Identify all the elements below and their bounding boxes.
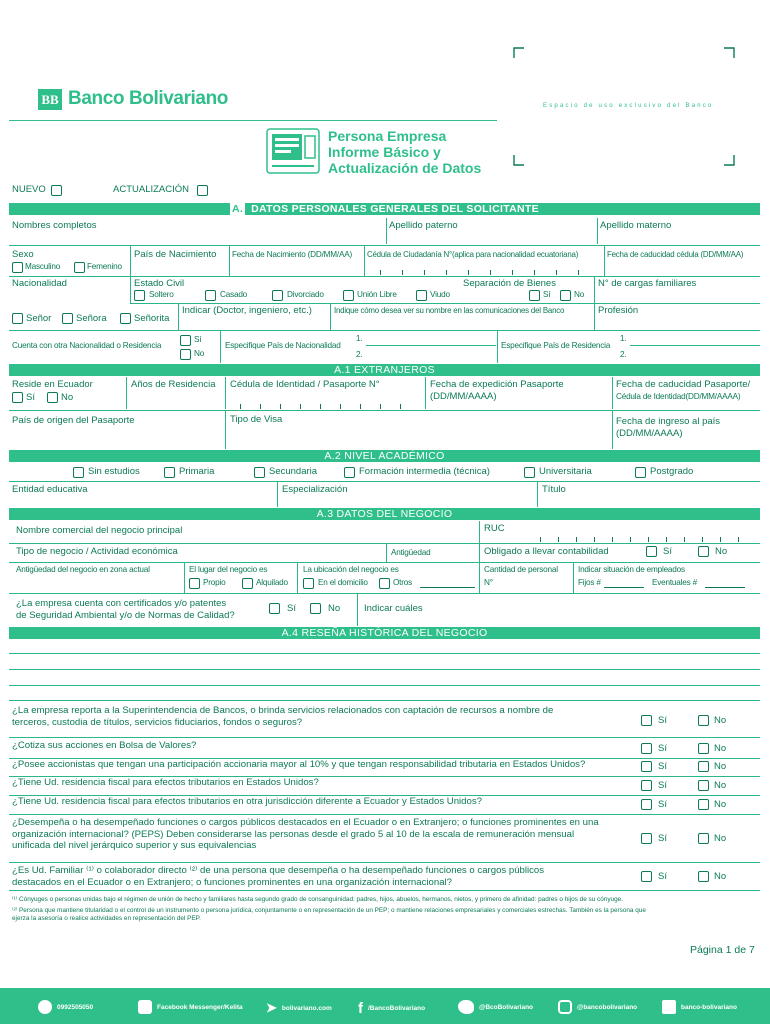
question-4-yes-label: Sí — [658, 779, 667, 791]
divider — [479, 563, 480, 593]
maternal-surname-label: Apellido materno — [600, 220, 672, 231]
update-label: ACTUALIZACIÓN — [113, 184, 190, 195]
new-label: NUEVO — [12, 184, 46, 195]
years-residence-label: Años de Residencia — [131, 379, 216, 390]
name-in-comms-label: Indique cómo desea ver su nombre en las comunicaciones del Banco — [334, 306, 565, 315]
civil-status-label: Estado Civil — [134, 278, 185, 289]
resides-no-label: No — [61, 392, 74, 403]
divider — [9, 245, 760, 246]
linkedin-contact[interactable] — [662, 1000, 737, 1014]
question-1-no-label: No — [714, 714, 727, 726]
question-3-no-label: No — [714, 761, 727, 772]
divider — [604, 246, 605, 276]
divider — [229, 246, 230, 276]
whatsapp-number: 0992505050 — [57, 1003, 94, 1011]
accounting-no-label: No — [715, 546, 728, 557]
indicate-which-label: Indicar cuáles — [364, 603, 423, 614]
divider — [9, 481, 760, 482]
free-union-label: Unión Libre — [357, 290, 397, 299]
mrs-checkbox[interactable] — [62, 313, 73, 324]
question-3-line1: ¿Posee accionistas que tengan una participación accionaria mayor al 10% y que tengan responsabilidad tributaria en Estados Unidos? — [12, 759, 586, 770]
web-text: bolivariano.com — [281, 1004, 332, 1012]
others-label: Otros — [393, 578, 413, 587]
divider — [364, 246, 365, 276]
divider — [497, 331, 498, 363]
secondary-label: Secundaria — [269, 466, 318, 477]
id-expiry-label: Fecha de caducidad cédula (DD/MM/AA) — [607, 250, 744, 259]
free-union-checkbox[interactable] — [343, 290, 354, 301]
business-zone-age-label: Antigüedad del negocio en zona actual — [16, 565, 150, 574]
question-4-no-label: No — [714, 779, 727, 791]
property-sep-no-checkbox[interactable] — [560, 290, 571, 301]
property-sep-yes-checkbox[interactable] — [529, 290, 540, 301]
divider — [612, 411, 613, 449]
question-5-line1: ¿Tiene Ud. residencia fiscal para efectos tributarios en otra jurisdicción diferente a Ecuador y Estados Unidos? — [12, 796, 482, 807]
profession-label: Profesión — [598, 305, 639, 316]
specialization-label: Especialización — [282, 484, 348, 495]
question-3-yes-checkbox[interactable] — [641, 761, 652, 772]
id-card-label: Cédula de Ciudadanía N°(aplica para nacionalidad ecuatoriana) — [367, 250, 579, 259]
messenger-contact[interactable] — [138, 1000, 243, 1014]
divider — [594, 304, 595, 330]
facebook-contact[interactable] — [358, 1000, 425, 1017]
specify-nationality-label: Especifique País de Nacionalidad — [225, 341, 341, 350]
divider — [537, 482, 538, 507]
question-1-line2: terceros, custodia de títulos, servicios fiduciarios, fondos o seguros? — [12, 716, 303, 728]
divider — [9, 410, 760, 411]
question-5-yes-checkbox[interactable] — [641, 799, 652, 810]
cursor-icon: ➤ — [266, 1000, 277, 1015]
accounting-yes-checkbox[interactable] — [646, 546, 657, 557]
environment-yes-label: Sí — [287, 603, 296, 614]
other-nationality-label: Cuenta con otra Nacionalidad o Residencia — [12, 341, 162, 350]
new-checkbox[interactable] — [51, 185, 62, 196]
question-7-yes-label: Sí — [658, 871, 667, 882]
no-studies-checkbox[interactable] — [73, 467, 84, 478]
technical-label: Formación intermedia (técnica) — [359, 466, 490, 477]
question-2-no-label: No — [714, 742, 727, 754]
divider — [9, 276, 760, 277]
divider — [630, 345, 760, 346]
section-a-title: DATOS PERSONALES GENERALES DEL SOLICITANTE — [251, 203, 539, 215]
visa-type-label: Tipo de Visa — [230, 414, 283, 425]
home-label: En el domicilio — [318, 578, 368, 587]
divider — [9, 330, 760, 331]
question-6-line1: ¿Desempeña o ha desempeñado funciones o cargos públicos destacados en el Ecuador o en Extranjero; o funciones prominentes en una — [12, 817, 599, 828]
passport-origin-label: País de origen del Pasaporte — [12, 415, 135, 426]
passport-number-label: Cédula de Identidad / Pasaporte N° — [230, 379, 380, 390]
question-6-no-checkbox[interactable] — [698, 833, 709, 844]
nationality-line-2: 2. — [356, 350, 363, 359]
passport-issue-format: (DD/MM/AAAA) — [430, 391, 497, 402]
divider — [277, 482, 278, 507]
specify-residence-label: Especifique País de Residencia — [501, 341, 611, 350]
home-checkbox[interactable] — [303, 578, 314, 589]
environment-question-line-1: ¿La empresa cuenta con certificados y/o patentes — [16, 598, 227, 609]
widowed-label: Viudo — [430, 290, 450, 299]
primary-checkbox[interactable] — [164, 467, 175, 478]
male-checkbox[interactable] — [12, 262, 23, 273]
accounting-no-checkbox[interactable] — [698, 546, 709, 557]
footnote-2a: ⁽²⁾ Persona que mantiene titularidad o el control de un instrumento o persona jurídica, conjuntamente o en representación de un PEP; o mantiene relaciones empresariales y comerciales estrechas. También es la persona que — [12, 907, 646, 914]
dependents-label: N° de cargas familiares — [598, 278, 697, 289]
environment-no-checkbox[interactable] — [310, 603, 321, 614]
other-nat-no-checkbox[interactable] — [180, 349, 191, 360]
birth-country-label: País de Nacimiento — [134, 249, 217, 260]
facebook-icon: f — [358, 1000, 363, 1017]
trade-name-label: Nombre comercial del negocio principal — [16, 525, 183, 536]
section-a-header — [9, 203, 760, 215]
id-card-ticks — [380, 270, 600, 275]
property-sep-no-label: No — [574, 290, 585, 299]
residence-line-2: 2. — [620, 350, 627, 359]
entry-date-format: (DD/MM/AAAA) — [616, 428, 683, 439]
temporary-employees-label: Eventuales # — [652, 578, 697, 587]
resides-no-checkbox[interactable] — [47, 392, 58, 403]
divider — [573, 563, 574, 593]
question-7-no-checkbox[interactable] — [698, 871, 709, 882]
married-label: Casado — [220, 290, 248, 299]
divider — [130, 303, 760, 304]
divider — [705, 587, 745, 588]
divider — [420, 587, 475, 588]
divider — [330, 304, 331, 330]
question-2-no-checkbox[interactable] — [698, 743, 709, 754]
page-number: Página 1 de 7 — [690, 944, 755, 956]
history-line — [9, 700, 760, 701]
form-title-2: Informe Básico y — [328, 144, 441, 160]
other-nat-yes-label: Sí — [194, 335, 202, 344]
question-5-yes-label: Sí — [658, 798, 667, 810]
divider — [178, 304, 179, 330]
question-divider — [9, 737, 760, 738]
divider — [386, 544, 387, 562]
divider — [597, 218, 598, 244]
secondary-checkbox[interactable] — [254, 467, 265, 478]
entry-date-label: Fecha de ingreso al país — [616, 416, 721, 427]
employee-status-label: Indicar situación de empleados — [578, 565, 685, 574]
corner-bracket-tr — [724, 47, 735, 58]
contact-footer — [0, 988, 770, 1024]
question-2-yes-checkbox[interactable] — [641, 743, 652, 754]
question-3-yes-label: Sí — [658, 761, 667, 772]
ruc-ticks — [540, 537, 760, 542]
other-nat-no-label: No — [194, 349, 205, 358]
divider — [9, 562, 760, 563]
question-divider — [9, 890, 760, 891]
female-checkbox[interactable] — [74, 262, 85, 273]
primary-label: Primaria — [179, 466, 215, 477]
question-3-no-checkbox[interactable] — [698, 761, 709, 772]
property-separation-label: Separación de Bienes — [463, 278, 556, 289]
question-6-yes-checkbox[interactable] — [641, 833, 652, 844]
question-4-line1: ¿Tiene Ud. residencia fiscal para efectos tributarios en Estados Unidos? — [12, 777, 319, 788]
brand-logo-mark: BB — [38, 89, 62, 110]
residence-line-1: 1. — [620, 334, 627, 343]
question-1-no-checkbox[interactable] — [698, 715, 709, 726]
no-studies-label: Sin estudios — [88, 466, 140, 477]
mr-label: Señor — [26, 313, 52, 324]
male-label: Masculino — [25, 262, 61, 271]
divider — [386, 218, 387, 244]
question-divider — [9, 814, 760, 815]
facebook-text: /BancoBolivariano — [368, 1005, 426, 1012]
female-label: Femenino — [87, 262, 122, 271]
nationality-label: Nacionalidad — [12, 278, 67, 289]
corner-bracket-br — [724, 155, 735, 166]
question-7-line2: destacados en el Ecuador o en Extranjero; o funciones prominentes en una organización internacional? — [12, 876, 453, 888]
environment-yes-checkbox[interactable] — [269, 603, 280, 614]
passport-expiry-format: Cédula de Identidad(DD/MM/AAAA) — [616, 392, 741, 401]
document-computer-icon — [266, 128, 320, 174]
rented-label: Alquilado — [256, 578, 288, 587]
miss-checkbox[interactable] — [120, 313, 131, 324]
question-7-line1: ¿Es Ud. Familiar ⁽¹⁾ o colaborador directo ⁽²⁾ de una persona que desempeña o ha desempeñado funciones o cargos públicos — [12, 865, 545, 876]
divider — [220, 331, 221, 363]
miss-label: Señorita — [134, 313, 170, 324]
other-nat-yes-checkbox[interactable] — [180, 335, 191, 346]
divider — [479, 544, 480, 562]
question-1-line1: ¿La empresa reporta a la Superintendencia de Bancos, o brinda servicios relacionados con captación de recursos a nombre de — [12, 705, 554, 716]
question-5-no-checkbox[interactable] — [698, 799, 709, 810]
question-7-no-label: No — [714, 871, 727, 882]
degree-label: Título — [542, 484, 566, 495]
history-line — [9, 685, 760, 686]
history-line — [9, 653, 760, 654]
postgrad-label: Postgrado — [650, 466, 694, 477]
twitter-contact[interactable] — [458, 1000, 533, 1014]
header-rule — [9, 120, 497, 121]
staff-count-label: Cantidad de personal — [484, 565, 558, 574]
question-6-yes-label: Sí — [658, 833, 667, 844]
divider — [130, 277, 131, 303]
fixed-employees-label: Fijos # — [578, 578, 601, 587]
question-5-no-label: No — [714, 798, 727, 810]
footnote-1: ⁽¹⁾ Cónyuges o personas unidas bajo el régimen de unión de hecho y familiares hasta segundo grado de consanguinidad: padres, hijos, abuelos, hermanos, nietos, y primero de afinidad: padres o hijos de su cónyuge. — [12, 896, 623, 903]
title-indicate-label: Indicar (Doctor, ingeniero, etc.) — [182, 305, 312, 316]
twitter-icon — [458, 1000, 474, 1014]
linkedin-icon — [662, 1000, 676, 1014]
passport-ticks — [240, 404, 420, 409]
environment-no-label: No — [328, 603, 341, 614]
section-a-letter: A. — [232, 203, 244, 215]
messenger-icon — [138, 1000, 152, 1014]
ruc-label: RUC — [484, 523, 505, 534]
update-checkbox[interactable] — [197, 185, 208, 196]
divider — [604, 587, 644, 588]
linkedin-text: banco-bolivariano — [681, 1003, 737, 1011]
birth-date-label: Fecha de Nacimiento (DD/MM/AA) — [232, 250, 353, 259]
messenger-text: Facebook Messenger/Kelita — [157, 1003, 243, 1011]
single-checkbox[interactable] — [134, 290, 145, 301]
divider — [594, 277, 595, 303]
section-a2-header: A.2 NIVEL ACADÉMICO — [9, 450, 760, 462]
divider — [366, 345, 496, 346]
sex-label: Sexo — [12, 249, 34, 260]
section-a1-header: A.1 EXTRANJEROS — [9, 364, 760, 376]
mrs-label: Señora — [76, 313, 107, 324]
question-7-yes-checkbox[interactable] — [641, 871, 652, 882]
single-label: Soltero — [149, 290, 174, 299]
nationality-line-1: 1. — [356, 334, 363, 343]
instagram-icon — [558, 1000, 572, 1014]
property-sep-yes-label: Sí — [543, 290, 551, 299]
section-a3-header: A.3 DATOS DEL NEGOCIO — [9, 508, 760, 520]
question-6-line3: unificada del nivel jerárquico superior y sus equivalencias — [12, 840, 257, 851]
brand-name: Banco Bolivariano — [68, 88, 229, 109]
divider — [479, 521, 480, 543]
passport-issue-label: Fecha de expedición Pasaporte — [430, 379, 564, 390]
whatsapp-icon — [38, 1000, 52, 1014]
environment-question-line-2: de Seguridad Ambiental y/o de Normas de Calidad? — [16, 610, 235, 621]
passport-expiry-label: Fecha de caducidad Pasaporte/ — [616, 379, 751, 390]
question-1-yes-label: Sí — [658, 714, 667, 726]
widowed-checkbox[interactable] — [416, 290, 427, 301]
place-label: El lugar del negocio es — [189, 565, 268, 574]
full-names-label: Nombres completos — [12, 220, 97, 231]
resides-yes-label: Sí — [26, 392, 35, 403]
question-6-no-label: No — [714, 833, 727, 844]
divider — [9, 543, 760, 544]
business-type-label: Tipo de negocio / Actividad económica — [16, 546, 178, 557]
business-age-label: Antigüedad — [391, 548, 431, 557]
own-checkbox[interactable] — [189, 578, 200, 589]
corner-bracket-bl — [513, 155, 524, 166]
resides-label: Reside en Ecuador — [12, 379, 93, 390]
divider — [225, 411, 226, 449]
divorced-label: Divorciado — [287, 290, 324, 299]
accounting-yes-label: Sí — [663, 546, 672, 557]
question-4-no-checkbox[interactable] — [698, 780, 709, 791]
web-contact[interactable] — [266, 1000, 332, 1016]
university-checkbox[interactable] — [524, 467, 535, 478]
own-label: Propio — [203, 578, 226, 587]
form-title-1: Persona Empresa — [328, 128, 447, 144]
divider — [425, 377, 426, 409]
resides-yes-checkbox[interactable] — [12, 392, 23, 403]
whatsapp-contact[interactable] — [38, 1000, 93, 1014]
question-2-yes-label: Sí — [658, 742, 667, 754]
divider — [126, 377, 127, 409]
section-a4-header: A.4 RESEÑA HISTÓRICA DEL NEGOCIO — [9, 627, 760, 639]
accounting-label: Obligado a llevar contabilidad — [484, 546, 609, 557]
history-line — [9, 669, 760, 670]
married-checkbox[interactable] — [205, 290, 216, 301]
staff-number-label: N° — [484, 578, 493, 587]
divider — [612, 377, 613, 409]
paternal-surname-label: Apellido paterno — [389, 220, 458, 231]
reserved-space-label: Espacio de uso exclusivo del Banco — [543, 103, 714, 109]
divider — [130, 246, 131, 276]
corner-bracket-tl — [513, 47, 524, 58]
form-title-3: Actualización de Datos — [328, 160, 482, 176]
question-6-line2: organización internacional? (PEPS) Deben considerarse las personas desde el grado 5 al 10 de la escala de remuneración mensual — [12, 828, 575, 840]
educational-entity-label: Entidad educativa — [12, 484, 88, 495]
twitter-text: @BcoBolivariano — [479, 1003, 534, 1011]
divider — [357, 594, 358, 626]
others-checkbox[interactable] — [379, 578, 390, 589]
location-label: La ubicación del negocio es — [303, 565, 399, 574]
question-4-yes-checkbox[interactable] — [641, 780, 652, 791]
question-divider — [9, 862, 760, 863]
divorced-checkbox[interactable] — [272, 290, 283, 301]
question-1-yes-checkbox[interactable] — [641, 715, 652, 726]
divider — [9, 593, 760, 594]
instagram-contact[interactable] — [558, 1000, 637, 1014]
technical-checkbox[interactable] — [344, 467, 355, 478]
divider — [225, 377, 226, 409]
divider — [297, 563, 298, 593]
divider — [184, 563, 185, 593]
footnote-2b: ejerza la asesoría o realice actividades en representación del PEP. — [12, 915, 201, 922]
postgrad-checkbox[interactable] — [635, 467, 646, 478]
rented-checkbox[interactable] — [242, 578, 253, 589]
mr-checkbox[interactable] — [12, 313, 23, 324]
question-2-line1: ¿Cotiza sus acciones en Bolsa de Valores? — [12, 740, 197, 751]
university-label: Universitaria — [539, 466, 592, 477]
instagram-text: @bancobolivariano — [577, 1003, 638, 1011]
